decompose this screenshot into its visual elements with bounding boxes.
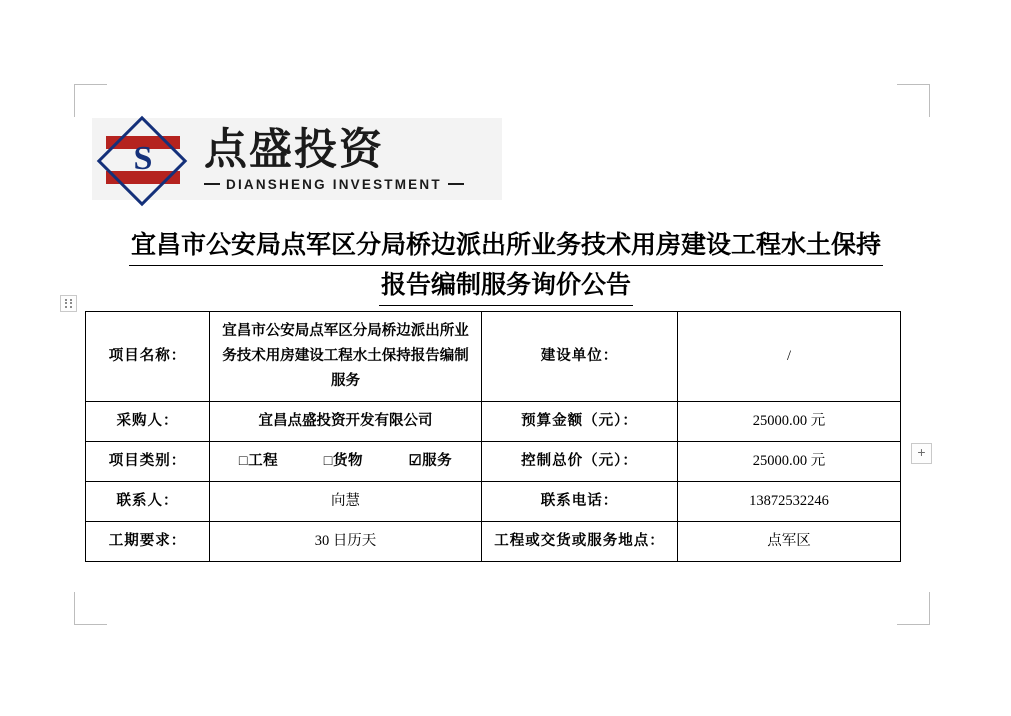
checkbox-engineering-icon: □ [238,453,249,469]
cell-label-project-category: 项目类别： [86,442,210,482]
category-option-engineering[interactable] [239,449,278,474]
table-move-handle[interactable] [60,295,77,312]
logo-dash-right [448,183,464,185]
cell-value-contact-phone: 13872532246 [678,482,901,522]
table-row [86,482,901,522]
table-row [86,442,901,482]
company-logo [92,118,502,200]
category-label-engineering: 工程 [248,453,279,469]
table-row [86,402,901,442]
logo-emblem-icon [98,123,194,195]
logo-monogram: S [133,140,153,177]
logo-wordmark [204,127,464,192]
cell-value-construction-unit: / [678,312,901,402]
category-label-service: 服务 [422,453,453,469]
checkbox-goods-icon: □ [323,453,334,469]
logo-brand-cn: 点盛投资 [204,125,384,174]
page-title-line-2: 报告编制服务询价公告 [379,268,633,306]
crop-mark-top-right [897,84,930,117]
crop-mark-bottom-left [74,592,107,625]
cell-value-location: 点军区 [678,522,901,562]
page-title-line-1: 宜昌市公安局点军区分局桥边派出所业务技术用房建设工程水土保持 [129,228,883,266]
cell-value-budget-amount: 25000.00 元 [678,402,901,442]
cell-label-construction-unit: 建设单位： [482,312,678,402]
cell-value-duration: 30 日历天 [210,522,482,562]
logo-brand-en-row [204,177,464,192]
cell-label-duration: 工期要求： [86,522,210,562]
cell-label-control-price: 控制总价（元）： [482,442,678,482]
crop-mark-bottom-right [897,592,930,625]
cell-value-contact-person: 向慧 [210,482,482,522]
cell-label-project-name: 项目名称： [86,312,210,402]
crop-mark-top-left [74,84,107,117]
cell-value-project-name: 宜昌市公安局点军区分局桥边派出所业务技术用房建设工程水土保持报告编制服务 [210,312,482,402]
page-title [88,228,924,306]
project-info-table [85,311,901,562]
category-option-service[interactable] [409,449,453,474]
logo-brand-en: DIANSHENG INVESTMENT [226,176,442,192]
category-label-goods: 货物 [333,453,364,469]
checkbox-service-icon: ☑ [408,453,423,469]
category-checkbox-group [216,449,475,474]
cell-label-contact-person: 联系人： [86,482,210,522]
table-row [86,522,901,562]
category-option-goods[interactable] [324,449,363,474]
cell-value-purchaser: 宜昌点盛投资开发有限公司 [210,402,482,442]
logo-dash-left [204,183,220,185]
cell-label-location: 工程或交货或服务地点： [482,522,678,562]
cell-value-control-price: 25000.00 元 [678,442,901,482]
add-row-button[interactable]: + [911,443,932,464]
cell-value-project-category [210,442,482,482]
cell-label-contact-phone: 联系电话： [482,482,678,522]
table-row [86,312,901,402]
cell-label-budget-amount: 预算金额（元）： [482,402,678,442]
cell-label-purchaser: 采购人： [86,402,210,442]
